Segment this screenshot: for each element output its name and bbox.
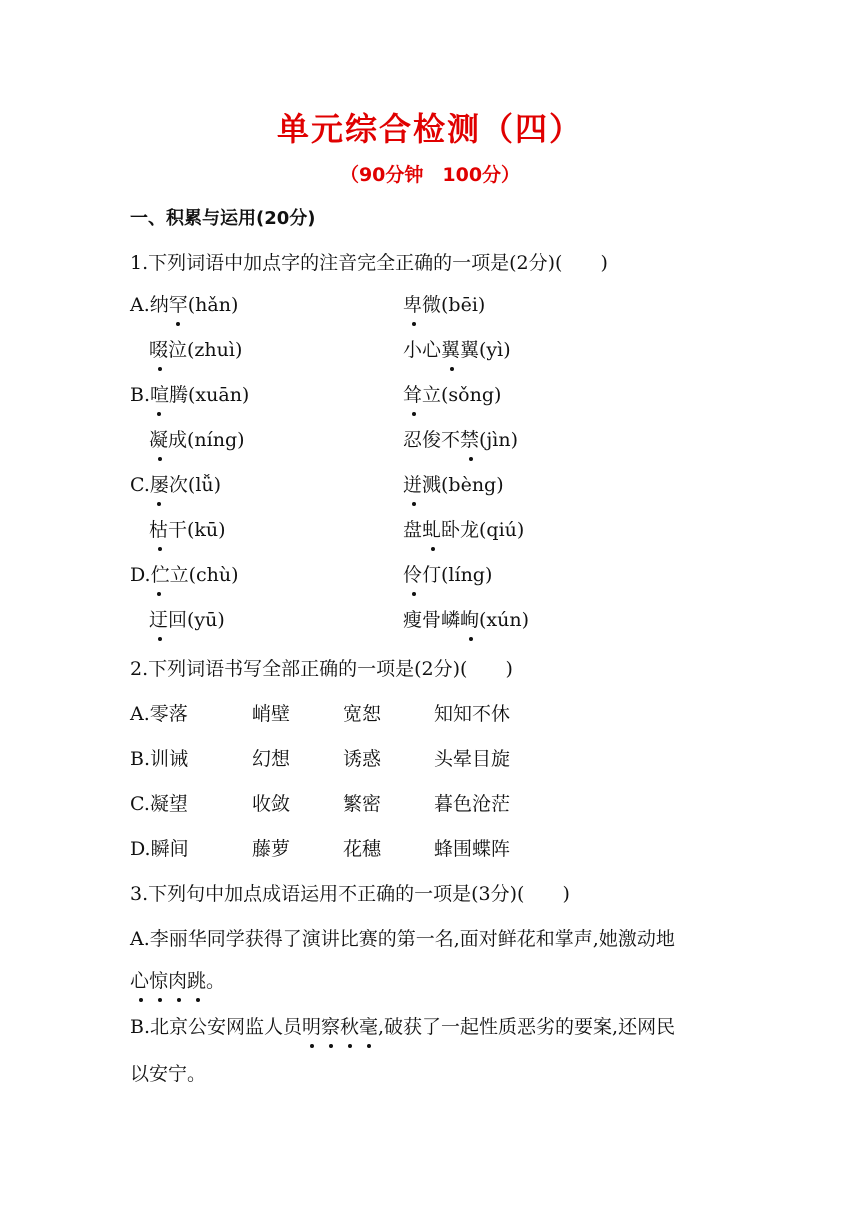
q1-option-c-col2: 迸溅(bèng) — [403, 474, 504, 496]
emphasis-dot — [157, 502, 161, 506]
question-1-stem: 1.下列词语中加点字的注音完全正确的一项是(2分)( ) — [130, 252, 608, 274]
q2-option-c-word4: 暮色沧茫 — [434, 793, 511, 815]
emphasis-dot — [139, 998, 143, 1002]
emphasis-dot — [177, 998, 181, 1002]
q2-option-c-word3: 繁密 — [343, 793, 382, 815]
q2-option-c-word2: 收敛 — [252, 793, 291, 815]
emphasis-dot — [158, 547, 162, 551]
q1-option-b-col1: B.喧腾(xuān) — [130, 384, 250, 406]
emphasis-dot — [412, 322, 416, 326]
emphasis-dot — [310, 1044, 314, 1048]
q3-option-a-line2: 心惊肉跳。 — [130, 970, 226, 992]
emphasis-dot — [329, 1044, 333, 1048]
emphasis-dot — [196, 998, 200, 1002]
q1-option-a-col1-row2: 啜泣(zhuì) — [149, 339, 243, 361]
emphasis-dot — [157, 412, 161, 416]
q1-option-b-col2-row2: 忍俊不禁(jìn) — [403, 429, 519, 451]
emphasis-dot — [348, 1044, 352, 1048]
emphasis-dot — [158, 367, 162, 371]
q1-option-b-col1-row2: 凝成(níng) — [149, 429, 245, 451]
q2-option-d-word3: 花穗 — [343, 838, 382, 860]
q2-option-b-word4: 头晕目旋 — [434, 748, 511, 770]
emphasis-dot — [367, 1044, 371, 1048]
emphasis-dot — [412, 502, 416, 506]
q3-option-b-line2: 以安宁。 — [130, 1063, 207, 1085]
emphasis-dot — [158, 637, 162, 641]
q3-option-a-line1: A.李丽华同学获得了演讲比赛的第一名,面对鲜花和掌声,她激动地 — [130, 928, 675, 950]
q2-option-d-word1: D.瞬间 — [130, 838, 189, 860]
emphasis-dot — [412, 412, 416, 416]
q2-option-d-word4: 蜂围蝶阵 — [434, 838, 511, 860]
question-2-stem: 2.下列词语书写全部正确的一项是(2分)( ) — [130, 658, 513, 680]
q1-option-d-col2: 伶仃(líng) — [403, 564, 493, 586]
q2-option-b-word3: 诱惑 — [343, 748, 382, 770]
emphasis-dot — [431, 547, 435, 551]
q1-option-a-col1: A.纳罕(hǎn) — [130, 294, 239, 316]
page-subtitle: （90分钟 100分） — [339, 164, 521, 186]
q1-option-c-col2-row2: 盘虬卧龙(qiú) — [403, 519, 525, 541]
q2-option-a-word2: 峭壁 — [252, 703, 291, 725]
emphasis-dot — [412, 592, 416, 596]
q2-option-d-word2: 藤萝 — [252, 838, 291, 860]
q2-option-a-word3: 宽恕 — [343, 703, 382, 725]
section-heading: 一、积累与运用(20分) — [130, 208, 316, 229]
q1-option-c-col1: C.屡次(lǚ) — [130, 474, 222, 496]
emphasis-dot — [158, 457, 162, 461]
q2-option-a-word4: 知知不休 — [434, 703, 511, 725]
page-title: 单元综合检测（四） — [276, 110, 583, 148]
emphasis-dot — [469, 637, 473, 641]
q2-option-a-word1: A.零落 — [130, 703, 188, 725]
emphasis-dot — [158, 998, 162, 1002]
q2-option-c-word1: C.凝望 — [130, 793, 188, 815]
emphasis-dot — [176, 322, 180, 326]
emphasis-dot — [157, 592, 161, 596]
q1-option-a-col2-row2: 小心翼翼(yì) — [403, 339, 511, 361]
q3-option-b-line1: B.北京公安网监人员明察秋毫,破获了一起性质恶劣的要案,还网民 — [130, 1016, 676, 1038]
q1-option-d-col2-row2: 瘦骨嶙峋(xún) — [403, 609, 530, 631]
q1-option-c-col1-row2: 枯干(kū) — [149, 519, 226, 541]
emphasis-dot — [450, 367, 454, 371]
emphasis-dot — [469, 457, 473, 461]
q1-option-d-col1: D.伫立(chù) — [130, 564, 239, 586]
q2-option-b-word1: B.训诫 — [130, 748, 189, 770]
q1-option-b-col2: 耸立(sǒng) — [403, 384, 502, 406]
q1-option-a-col2: 卑微(bēi) — [403, 294, 486, 316]
q2-option-b-word2: 幻想 — [252, 748, 291, 770]
question-3-stem: 3.下列句中加点成语运用不正确的一项是(3分)( ) — [130, 883, 570, 905]
q1-option-d-col1-row2: 迂回(yū) — [149, 609, 225, 631]
